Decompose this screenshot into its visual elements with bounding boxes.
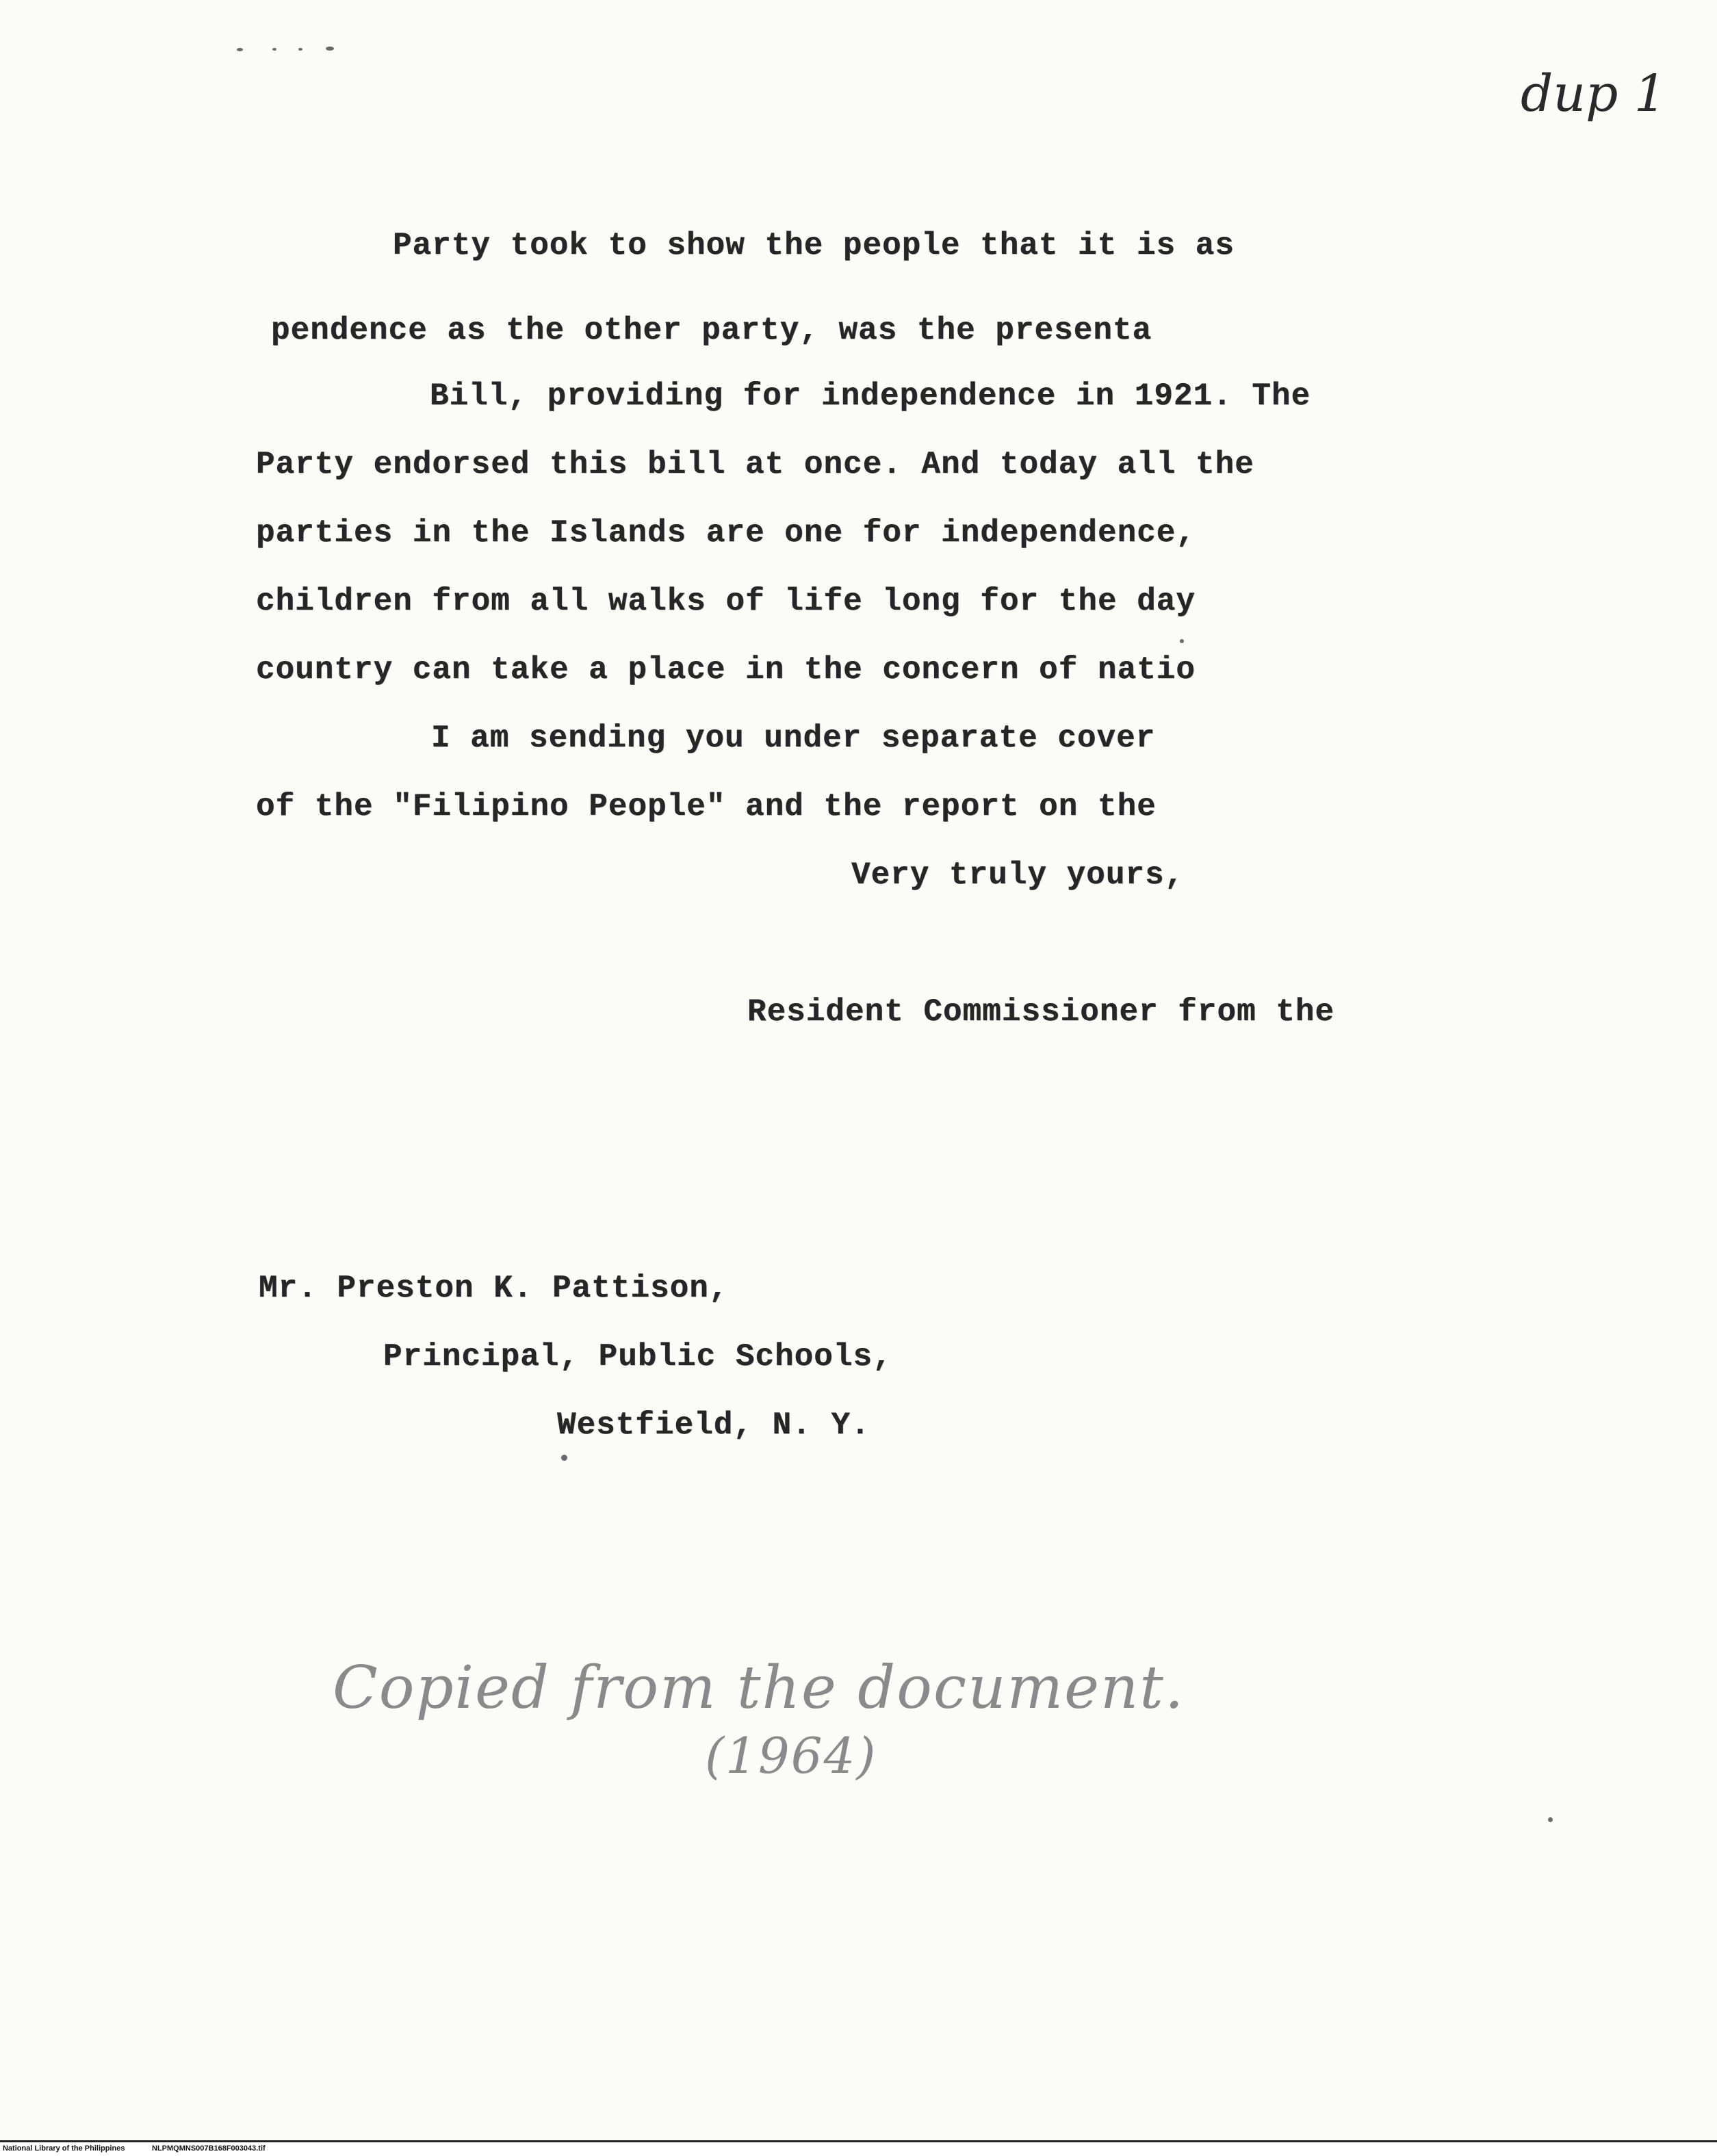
ink-speck [237, 48, 243, 51]
signature-title: Resident Commissioner from the [747, 994, 1335, 1030]
body-line-7: country can take a place in the concern of natio [256, 652, 1196, 688]
handwritten-copied-note: Copied from the document. [333, 1654, 1185, 1722]
recipient-position: Principal, Public Schools, [383, 1339, 892, 1375]
ink-speck [1548, 1817, 1553, 1822]
closing: Very truly yours, [851, 857, 1185, 893]
handwritten-dup-note: dup 1 [1521, 64, 1667, 123]
body-line-1: Party took to show the people that it is as [393, 228, 1235, 263]
recipient-location: Westfield, N. Y. [557, 1407, 870, 1443]
scan-file-label: NLPMQMNS007B168F003043.tif [152, 2144, 266, 2153]
body-line-5: parties in the Islands are one for independence, [256, 515, 1196, 551]
ink-speck [298, 48, 302, 51]
recipient-name: Mr. Preston K. Pattison, [259, 1271, 729, 1306]
body-line-3: Bill, providing for independence in 1921. The [430, 378, 1311, 414]
body-line-4: Party endorsed this bill at once. And today all the [256, 447, 1254, 482]
ink-speck [561, 1455, 567, 1461]
body-line-8: I am sending you under separate cover [431, 720, 1156, 756]
body-line-9: of the "Filipino People" and the report on the [256, 789, 1157, 824]
ink-speck [1180, 639, 1184, 643]
scan-source-label: National Library of the Philippines [3, 2144, 125, 2153]
body-line-2: pendence as the other party, was the presenta [271, 313, 1152, 348]
body-line-6: children from all walks of life long for the day [256, 584, 1196, 619]
ink-speck [326, 47, 334, 51]
ink-speck [272, 48, 276, 51]
handwritten-year-note: (1964) [705, 1727, 877, 1784]
